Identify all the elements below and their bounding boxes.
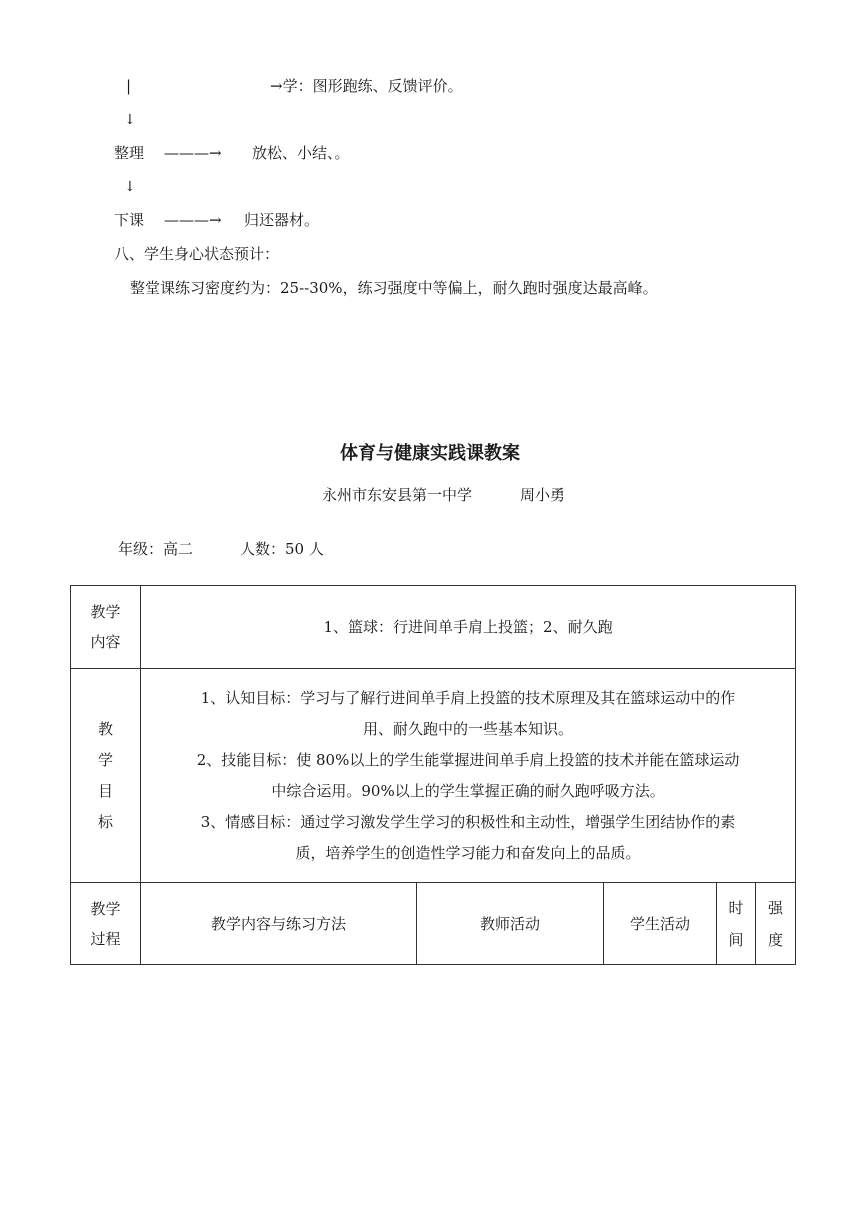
column-header-student: 学生活动: [604, 883, 717, 965]
flow-learn-line: →学：图形跑练、反馈评价。: [270, 77, 463, 95]
page-title: 体育与健康实践课教案: [340, 443, 520, 464]
goal-label-char: 学: [97, 750, 113, 769]
table-row: [71, 586, 796, 669]
intensity-char: 强: [768, 898, 784, 917]
process-label-cell: [71, 883, 141, 965]
goal-line: 质，培养学生的创造性学习能力和奋发向上的品质。: [295, 843, 641, 862]
down-arrow-icon: ↓: [124, 112, 136, 128]
table-row: [71, 883, 796, 965]
column-header-intensity: [756, 883, 796, 965]
teacher-name: 周小勇: [520, 486, 566, 504]
down-arrow-icon: ↓: [124, 179, 136, 195]
column-header-time: [717, 883, 756, 965]
flow-dismiss-text: 归还器材。: [244, 211, 320, 229]
content-label-cell: [71, 586, 141, 669]
flow-tidy-label: 整理: [114, 144, 145, 162]
goal-label-char: 标: [97, 812, 113, 831]
goal-line: 用、耐久跑中的一些基本知识。: [363, 719, 574, 738]
section-text: 整堂课练习密度约为：25--30%，练习强度中等偏上，耐久跑时强度达最高峰。: [130, 279, 658, 297]
content-label-line: 教学: [90, 603, 121, 621]
flow-bar: |: [126, 77, 132, 95]
goal-label-char: 目: [97, 781, 113, 800]
column-header-teacher: 教师活动: [417, 883, 604, 965]
content-value-cell: [141, 586, 796, 669]
flow-tidy-text: 放松、小结、。: [252, 144, 350, 162]
goal-label-char: 教: [97, 719, 113, 738]
goal-line: 3、情感目标：通过学习激发学生学习的积极性和主动性，增强学生团结协作的素: [200, 812, 736, 831]
content-label-line: 内容: [90, 633, 121, 651]
process-label-line: 过程: [90, 929, 121, 948]
grade-info: 年级：高二: [118, 540, 194, 558]
flow-dismiss-label: 下课: [114, 211, 145, 229]
goal-line: 2、技能目标：使 80%以上的学生能掌握进间单手肩上投篮的技术并能在篮球运动: [196, 750, 740, 769]
lesson-plan-table: [70, 585, 796, 965]
student-count: 人数：50 人: [240, 540, 324, 558]
goals-cell: [141, 669, 796, 883]
flow-tidy-arrow: ———→: [164, 144, 222, 162]
goal-line: 1、认知目标：学习与了解行进间单手肩上投篮的技术原理及其在篮球运动中的作: [200, 688, 736, 707]
process-label-line: 教学: [90, 899, 121, 918]
content-value: 1、篮球：行进间单手肩上投篮；2、耐久跑: [323, 618, 613, 636]
time-char: 时: [728, 898, 744, 917]
intensity-char: 度: [768, 930, 784, 949]
table-row: [71, 669, 796, 883]
goal-label-cell: [71, 669, 141, 883]
time-char: 间: [728, 930, 744, 949]
section-heading: 八、学生身心状态预计：: [114, 245, 280, 263]
column-header-method: 教学内容与练习方法: [141, 883, 417, 965]
school-name: 永州市东安县第一中学: [322, 486, 473, 504]
flow-dismiss-arrow: ———→: [164, 211, 222, 229]
goal-line: 中综合运用。90%以上的学生掌握正确的耐久跑呼吸方法。: [271, 781, 665, 800]
